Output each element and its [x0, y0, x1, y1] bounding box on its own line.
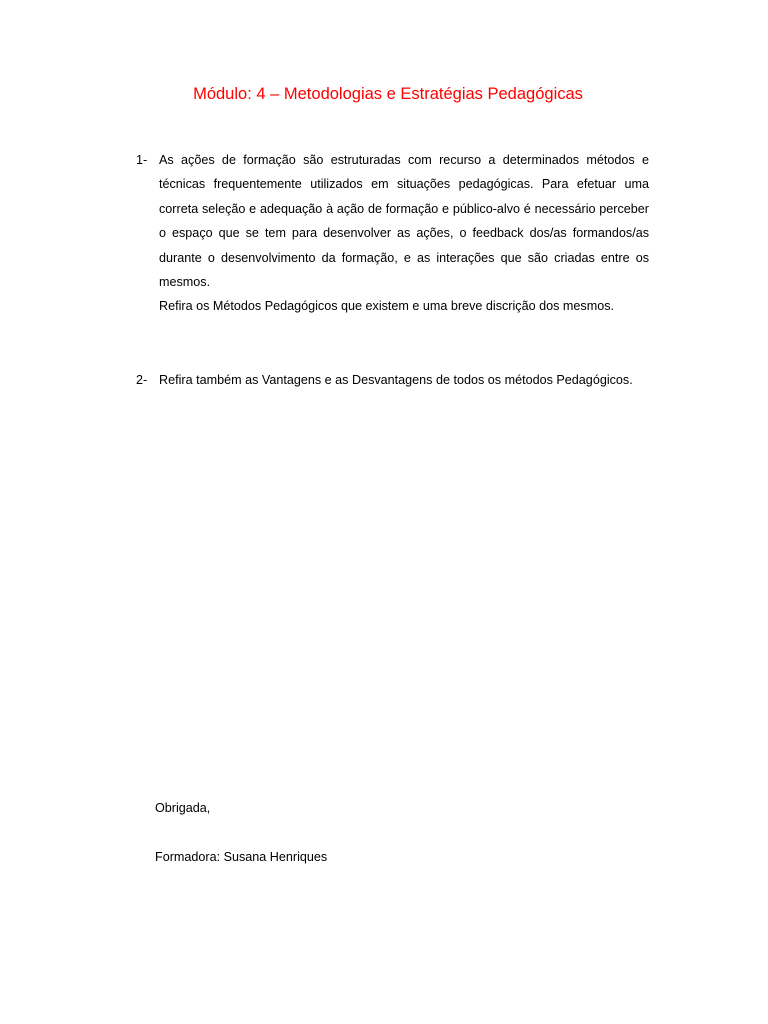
question-2: [136, 368, 649, 392]
question-1-body: [159, 148, 649, 319]
question-1-text: As ações de formação são estruturadas com recurso a determinados métodos e técnicas frequentemente utilizados em situações pedagógicas. Para efetuar uma correta seleção e adequação à ação de formação e público-alvo é necessário perceber o espaço que se tem para desenvolver as ações, o feedback dos/as formandos/as durante o desenvolvimento da formação, e as interações que são criadas entre os mesmos.: [159, 153, 649, 290]
question-2-text: Refira também as Vantagens e as Desvantagens de todos os métodos Pedagógicos.: [159, 373, 633, 387]
trainer-signature: Formadora: Susana Henriques: [155, 850, 328, 864]
question-2-body: [159, 368, 649, 392]
question-1-instruction: Refira os Métodos Pedagógicos que existem e uma breve discrição dos mesmos.: [159, 299, 614, 314]
module-title: Módulo: 4 – Metodologias e Estratégias Pedagógicas: [193, 85, 583, 103]
question-2-number: 2-: [136, 373, 148, 387]
closing-thanks: Obrigada,: [155, 801, 211, 815]
question-1-number: 1-: [136, 153, 148, 167]
question-1: [136, 148, 649, 319]
